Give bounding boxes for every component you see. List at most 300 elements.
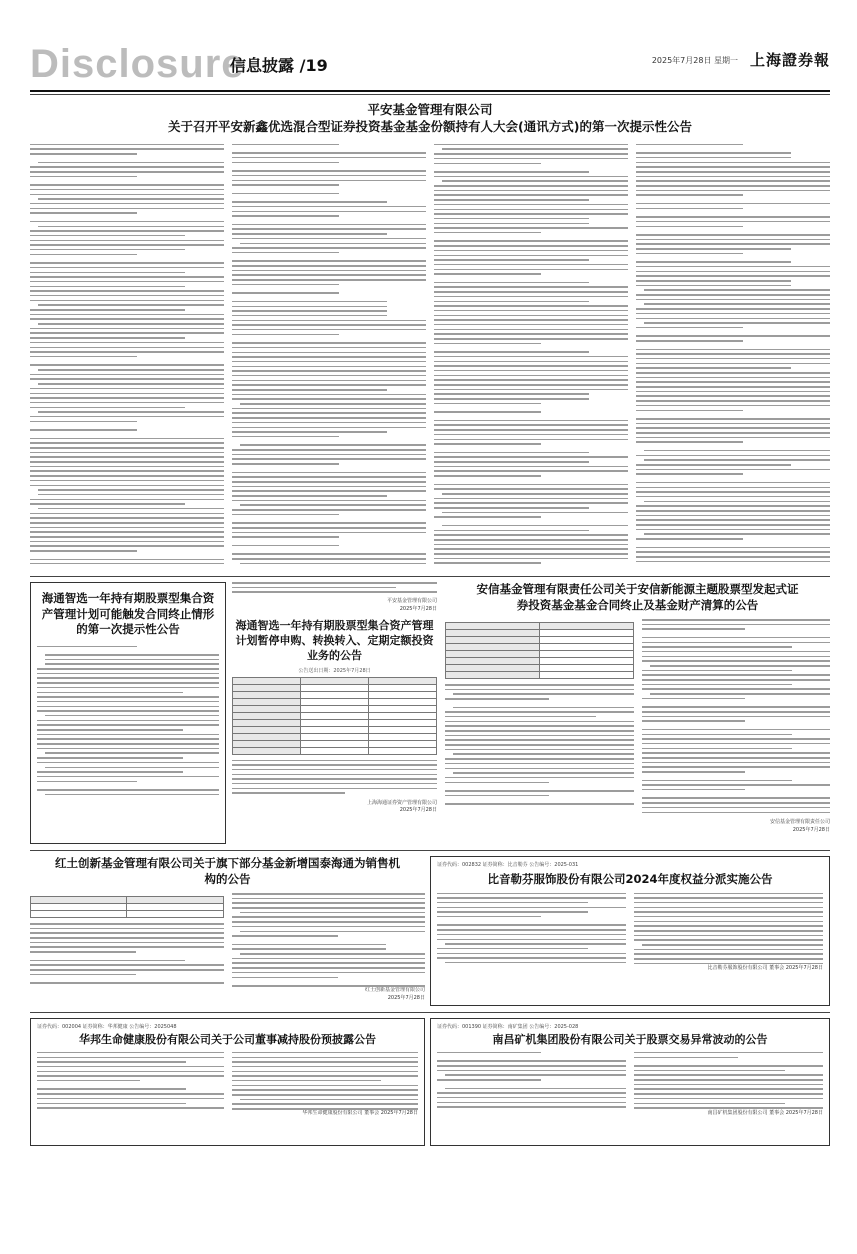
table-row <box>446 672 634 679</box>
text-line <box>445 777 634 779</box>
table-cell <box>127 904 223 911</box>
table-cell <box>31 897 127 904</box>
pingan-title: 关于召开平安新鑫优选混合型证券投资基金基金份额持有人大会(通讯方式)的第一次提示性公告 <box>168 118 692 134</box>
text-line <box>642 619 831 621</box>
text-line <box>232 783 437 785</box>
text-line <box>232 587 396 589</box>
text-line <box>232 591 437 593</box>
text-line <box>30 267 224 269</box>
text-line <box>37 1093 224 1095</box>
table-row <box>233 691 437 698</box>
text-line <box>636 491 830 493</box>
text-line <box>636 441 743 443</box>
table-row <box>446 665 634 672</box>
text-line <box>232 500 426 502</box>
text-line <box>642 688 831 690</box>
notice-biyinlefen <box>430 856 830 1006</box>
text-line <box>445 716 596 718</box>
dateline <box>652 55 738 66</box>
text-line <box>642 789 746 791</box>
text-line <box>445 725 634 727</box>
text-line <box>442 525 628 527</box>
text-line <box>434 185 628 187</box>
huabang-codeline: 证券代码：002004 证券简称：华邦健康 公告编号：2025048 <box>37 1024 177 1030</box>
text-line <box>642 780 793 782</box>
text-line <box>636 487 830 489</box>
text-line <box>437 948 588 950</box>
text-line <box>634 1065 823 1067</box>
text-line <box>45 794 219 796</box>
text-line <box>30 447 224 449</box>
text-line <box>30 397 224 399</box>
table-row <box>233 684 437 691</box>
text-line <box>37 724 219 726</box>
text-line <box>37 687 219 689</box>
text-line <box>30 208 224 210</box>
text-line <box>642 656 831 658</box>
text-line <box>634 1074 823 1076</box>
text-line <box>644 289 830 291</box>
table-cell <box>369 726 437 733</box>
text-line <box>434 199 589 201</box>
text-line <box>232 788 437 790</box>
text-line <box>636 239 830 241</box>
table-cell <box>539 637 633 644</box>
text-line <box>636 482 830 484</box>
text-line <box>434 365 628 367</box>
text-line <box>30 407 185 409</box>
text-line <box>636 551 830 553</box>
text-line <box>232 916 426 918</box>
text-line <box>434 434 628 436</box>
text-line <box>634 949 823 951</box>
text-line <box>644 501 830 503</box>
text-line <box>30 347 224 349</box>
text-line <box>37 1075 224 1077</box>
text-line <box>644 459 830 461</box>
text-line <box>636 496 830 498</box>
newspaper-logo: 上海證券報 <box>749 51 830 69</box>
table-cell <box>233 677 301 684</box>
text-line <box>434 343 541 345</box>
text-column <box>232 144 426 564</box>
text-line <box>636 395 830 397</box>
text-line <box>434 498 628 500</box>
text-line <box>634 925 823 927</box>
text-line <box>37 748 219 750</box>
text-line <box>37 762 219 764</box>
text-line <box>30 337 185 339</box>
text-column <box>434 144 628 564</box>
text-line <box>445 739 634 741</box>
text-line <box>434 240 628 242</box>
text-line <box>37 692 183 694</box>
text-line <box>232 527 426 529</box>
issue-date: 2025年7月28日 <box>651 56 712 65</box>
table-cell <box>369 747 437 754</box>
haitong-stop-body <box>37 646 219 796</box>
text-line <box>232 347 426 349</box>
text-column <box>636 144 830 564</box>
text-line <box>434 384 628 386</box>
text-line <box>642 802 831 804</box>
text-line <box>434 484 628 486</box>
text-line <box>642 944 823 946</box>
text-line <box>634 907 823 909</box>
section-title <box>230 53 328 76</box>
text-line <box>636 372 830 374</box>
text-line <box>445 795 549 797</box>
text-line <box>45 659 219 661</box>
text-line <box>30 937 224 939</box>
text-line <box>232 935 338 937</box>
text-line <box>445 735 634 737</box>
text-line <box>434 558 628 560</box>
text-line <box>636 226 743 228</box>
text-line <box>434 171 589 173</box>
text-line <box>232 157 426 159</box>
table-row <box>233 726 437 733</box>
notice-haitong-stop <box>30 582 226 844</box>
table-row <box>233 733 437 740</box>
text-line <box>232 1094 419 1096</box>
text-line <box>30 364 224 366</box>
haitong-suspend-subhead: 公告送出日期：2025年7月28日 <box>298 667 371 674</box>
text-line <box>642 642 831 644</box>
text-line <box>30 475 224 477</box>
text-line <box>642 684 793 686</box>
text-line <box>636 515 830 517</box>
text-line <box>232 972 426 974</box>
text-line <box>30 932 224 934</box>
text-line <box>232 361 426 363</box>
text-line <box>232 431 387 433</box>
table-cell <box>31 911 127 918</box>
text-line <box>642 674 831 676</box>
text-line <box>232 532 426 534</box>
text-line <box>644 450 830 452</box>
hongtu-table <box>30 896 224 918</box>
text-line <box>636 275 830 277</box>
text-line <box>232 898 426 900</box>
notice-haitong-suspend <box>232 582 437 844</box>
text-line <box>37 677 219 679</box>
text-line <box>434 144 628 146</box>
text-line <box>434 338 628 340</box>
text-line <box>636 377 830 379</box>
text-line <box>644 303 830 305</box>
text-line <box>30 314 224 316</box>
text-line <box>636 208 743 210</box>
text-line <box>232 1061 419 1063</box>
table-cell <box>301 705 369 712</box>
text-line <box>636 144 743 146</box>
table-cell <box>539 672 633 679</box>
text-line <box>38 226 224 228</box>
text-line <box>437 1060 626 1062</box>
text-line <box>240 243 426 245</box>
text-line <box>30 194 224 196</box>
text-line <box>634 958 823 960</box>
text-line <box>232 152 426 154</box>
table-cell <box>369 677 437 684</box>
table-cell <box>539 665 633 672</box>
text-line <box>232 238 426 240</box>
text-line <box>232 760 437 762</box>
text-line <box>636 510 830 512</box>
text-line <box>37 720 219 722</box>
continuation-signature: 平安基金管理有限公司 2025年7月28日 <box>386 598 437 612</box>
haitong-suspend-body <box>232 760 437 796</box>
table-cell <box>301 726 369 733</box>
text-line <box>636 547 830 549</box>
table-row <box>446 637 634 644</box>
text-line <box>634 902 823 904</box>
text-line <box>434 333 628 335</box>
table-cell <box>127 897 223 904</box>
text-line <box>636 299 830 301</box>
text-line <box>434 370 628 372</box>
text-line <box>232 463 339 465</box>
text-line <box>232 769 437 771</box>
text-line <box>232 375 426 377</box>
text-line <box>434 269 628 271</box>
text-line <box>434 351 589 353</box>
text-line <box>642 752 831 754</box>
text-line <box>30 221 224 223</box>
text-line <box>642 748 793 750</box>
text-line <box>636 271 830 273</box>
text-line <box>38 411 224 413</box>
text-line <box>30 466 224 468</box>
text-line <box>30 290 224 292</box>
biyinlefen-codeline: 证券代码：002832 证券简称：比音勒芬 公告编号：2025-031 <box>437 862 579 868</box>
haitong-suspend-signature: 上海海通证券资产管理有限公司 2025年7月28日 <box>366 799 437 814</box>
text-line <box>634 963 823 965</box>
text-line <box>434 420 628 422</box>
text-line <box>232 774 437 776</box>
text-line <box>37 673 219 675</box>
text-line <box>434 516 541 518</box>
text-line <box>30 499 224 501</box>
text-line <box>642 784 831 786</box>
hongtu-title: 红土创新基金管理有限公司关于旗下部分基金新增国泰海通为销售机构的公告 <box>55 856 400 886</box>
hongtu-signature: 红土创新基金管理有限公司 2025年7月28日 <box>364 987 425 1001</box>
text-line <box>232 926 426 928</box>
table-cell <box>446 651 540 658</box>
text-line <box>434 553 628 555</box>
text-line <box>642 698 746 700</box>
text-line <box>434 429 628 431</box>
text-line <box>442 148 628 150</box>
text-line <box>445 768 634 770</box>
text-line <box>37 729 183 731</box>
table-cell <box>446 644 540 651</box>
text-line <box>642 734 793 736</box>
text-line <box>232 1108 419 1110</box>
text-line <box>636 243 830 245</box>
text-line <box>37 1061 186 1063</box>
text-line <box>434 329 628 331</box>
text-line <box>30 429 137 431</box>
text-line <box>30 527 224 529</box>
text-line <box>636 162 830 164</box>
table-row <box>233 705 437 712</box>
text-line <box>37 1052 224 1054</box>
text-line <box>232 495 387 497</box>
text-line <box>232 310 387 312</box>
text-line <box>232 329 426 331</box>
table-cell <box>369 712 437 719</box>
brand-title: Disclosure <box>30 42 245 86</box>
text-line <box>437 1070 626 1072</box>
text-line <box>30 485 224 487</box>
text-line <box>30 300 224 302</box>
text-line <box>634 1079 823 1081</box>
text-line <box>650 693 831 695</box>
text-line <box>636 391 830 393</box>
text-line <box>232 247 426 249</box>
masthead <box>30 40 830 88</box>
text-line <box>634 930 823 932</box>
text-line <box>37 682 219 684</box>
text-line <box>445 962 626 964</box>
text-line <box>232 985 426 987</box>
text-line <box>434 452 589 454</box>
text-line <box>232 193 339 195</box>
text-line <box>634 1088 823 1090</box>
text-line <box>636 529 830 531</box>
text-line <box>634 1093 823 1095</box>
text-line <box>636 266 830 268</box>
text-line <box>232 764 437 766</box>
text-line <box>445 689 634 691</box>
text-line <box>636 171 830 173</box>
text-line <box>634 1098 823 1100</box>
text-line <box>37 757 183 759</box>
table-cell <box>446 623 540 630</box>
text-line <box>30 522 224 524</box>
notice-hongtu <box>30 856 425 1006</box>
text-line <box>30 536 224 538</box>
table-cell <box>301 740 369 747</box>
text-line <box>437 1079 541 1081</box>
text-line <box>642 660 831 662</box>
notice-pingan <box>30 102 830 572</box>
text-line <box>232 944 387 946</box>
text-line <box>38 508 224 510</box>
text-line <box>232 162 339 164</box>
text-line <box>240 504 426 506</box>
text-line <box>38 198 224 200</box>
text-line <box>434 218 589 220</box>
text-line <box>434 439 628 441</box>
text-line <box>232 180 426 182</box>
text-line <box>30 351 224 353</box>
table-row <box>233 747 437 754</box>
text-line <box>636 353 830 355</box>
text-line <box>30 309 185 311</box>
notice-huabang <box>30 1018 425 1146</box>
text-line <box>37 776 219 778</box>
table-cell <box>446 665 540 672</box>
table-cell <box>369 691 437 698</box>
text-line <box>30 230 224 232</box>
table-cell <box>539 630 633 637</box>
text-line <box>232 417 426 419</box>
text-line <box>434 273 541 275</box>
text-line <box>37 781 137 783</box>
text-line <box>30 942 224 944</box>
text-line <box>636 473 743 475</box>
table-cell <box>233 719 301 726</box>
text-line <box>232 184 339 186</box>
text-line <box>232 1080 381 1082</box>
text-line <box>30 503 185 505</box>
table-cell <box>127 911 223 918</box>
text-line <box>434 475 541 477</box>
text-line <box>434 213 628 215</box>
text-line <box>240 444 426 446</box>
text-line <box>434 204 628 206</box>
text-line <box>232 324 426 326</box>
text-line <box>437 916 541 918</box>
table-row <box>233 712 437 719</box>
table-cell <box>233 698 301 705</box>
text-line <box>445 1088 626 1090</box>
anxin-title: 安信基金管理有限责任公司关于安信新能源主题股票型发起式证券投资基金基金合同终止及基金财产清算的公告 <box>476 582 799 612</box>
text-line <box>434 424 628 426</box>
text-line <box>38 383 224 385</box>
text-line <box>434 264 628 266</box>
text-line <box>636 400 830 402</box>
text-line <box>38 494 224 496</box>
text-line <box>232 902 426 904</box>
text-line <box>232 921 426 923</box>
text-line <box>30 240 224 242</box>
text-line <box>232 366 426 368</box>
text-line <box>437 897 626 899</box>
text-line <box>434 456 628 458</box>
text-line <box>232 476 426 478</box>
text-line <box>634 921 823 923</box>
text-line <box>636 410 743 412</box>
text-line <box>434 502 628 504</box>
pingan-columns <box>30 144 830 564</box>
text-line <box>45 752 219 754</box>
text-line <box>434 282 589 284</box>
text-line <box>642 771 746 773</box>
text-line <box>37 668 219 670</box>
text-line <box>434 250 628 252</box>
text-line <box>232 1075 419 1077</box>
table-cell <box>539 651 633 658</box>
text-line <box>37 646 137 648</box>
text-line <box>232 384 426 386</box>
text-line <box>232 144 339 146</box>
nanchang-signature: 南昌矿机集团股份有限公司 董事会 2025年7月28日 <box>707 1109 823 1116</box>
text-line <box>232 967 426 969</box>
text-line <box>634 911 823 913</box>
text-line <box>232 252 339 254</box>
text-line <box>434 562 541 563</box>
text-line <box>30 249 185 251</box>
table-cell <box>233 733 301 740</box>
text-line <box>636 423 830 425</box>
text-line <box>30 416 224 418</box>
text-line <box>30 456 224 458</box>
haitong-suspend-title: 海通智选一年持有期股票型集合资产管理计划暂停申购、转换转入、定期定额投资业务的公告 <box>235 619 434 662</box>
